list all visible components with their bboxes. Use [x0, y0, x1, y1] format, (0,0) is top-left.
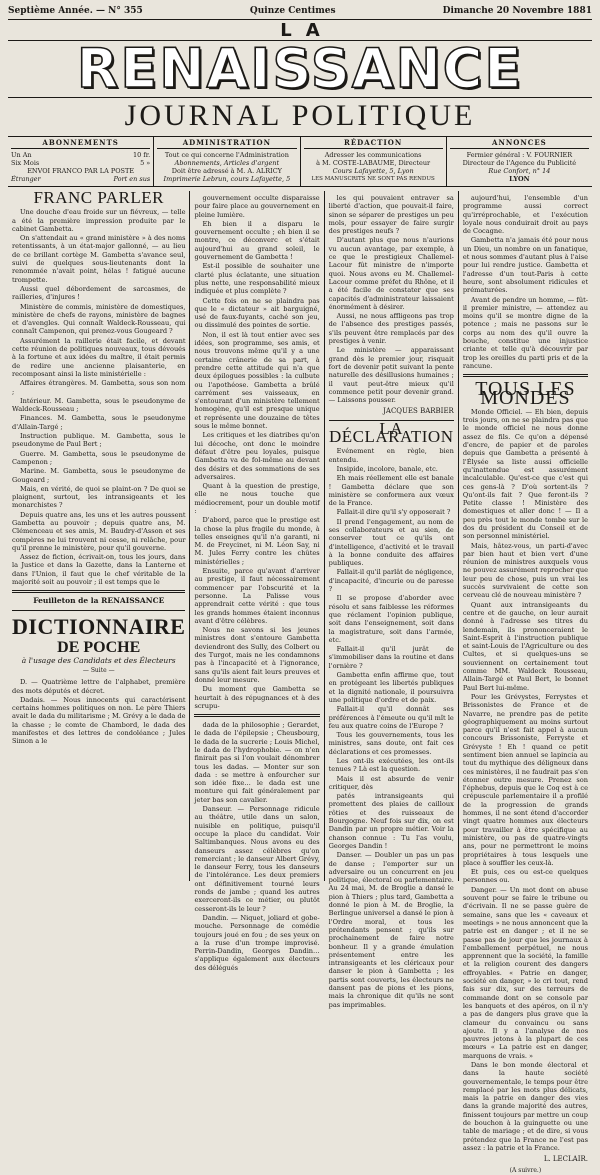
- paragraph: Cette fois on ne se plaindra pas que le « dictateur » ait barguigné, usé de faux-fuyants, caché son jeu, ou dissimulé des pointes de sortie.: [194, 296, 320, 330]
- divider: [12, 590, 185, 593]
- a-suivre-note: (A suivre.): [509, 1166, 542, 1174]
- paragraph: Depuis quatre ans, les uns et les autres poussent Gambetta au pouvoir ; depuis quatre ans, M. Clémenceau et ses amis, M. Baudry-d'Asson et ses compères ne lui trouvent ni cesse, ni relâche, pour qu'il prenne le ministère, pour qu'il gouverne.: [12, 510, 186, 552]
- issue-number: N° 355: [108, 6, 143, 16]
- annonces-line: LYON: [509, 175, 530, 183]
- feuilleton-title: Feuilleton de la RENAISSANCE: [33, 596, 165, 606]
- edition-year-number: [8, 6, 143, 16]
- article-columns: [8, 188, 592, 1174]
- paragraph: Fallait-il qu'il parlât de négligence, d'incapacité, d'incurie ou de paresse ?: [328, 568, 454, 594]
- franc-parler-body: [12, 208, 185, 586]
- paragraph: Une douche d'eau froide sur un fiévreux, — telle a été la première impression produite par le cabinet Gambetta.: [12, 208, 186, 233]
- paragraph: Gambetta n'a jamais été pour nous un Dieu, un nombre on un fanatique, et nous sommes d'autant plus à l'aise pour lui rendre justice. Gambetta et l'adresse d'un tout-Paris à cette heure, sont absolument ridicules et prématurées.: [462, 236, 588, 295]
- paragraph: Avant de pendre un homme, — fût-il premier ministre, — attendez au moins qu'il se montre digne de la potence ; mais ne passons sur le corps au nom des qu'il ouvre la bouche, constitue une injustice criante et telle qu'à découvrir par trop les oreilles du parti pris et de la rancune.: [462, 295, 588, 370]
- abonnements-value: 5 »: [140, 159, 151, 167]
- paragraph: Ministère de commis, ministère de domestiques, ministère de chefs de rayons, ministère de bagnes et d'avengles. Qui connaît Waldeck-Rousseau, qui connaît Campenon, qui prenez-vous Gougeard ?: [12, 302, 186, 336]
- info-boxes: [8, 136, 592, 187]
- dictionnaire-title: DICTIONNAIRE: [12, 613, 186, 639]
- paragraph: Le ministère — apparaissant grand dès le premier jour, risquait fort de devenir petit suivant la pente naturelle des désillusions humaines ; il vaut peut-être mieux qu'il commence petit pour devenir grand. — Laissons pousser.: [328, 346, 454, 405]
- abonnements-row: [11, 151, 150, 159]
- paragraph: Les ont-ils exécutées, les ont-ils tenues ? Là est la question.: [328, 757, 454, 774]
- column-4-body: [463, 194, 588, 370]
- dictionnaire-subtitle: DE POCHE: [57, 638, 141, 656]
- signature-leclair: L. LECLAIR.: [543, 1155, 588, 1164]
- paragraph: D'abord, parce que le prestige est la chose la plus fragile du monde, à telles enseignes qu'il n'a garanti, ni M. de Freycinet, ni M. Léon Say, ni M. Jules Ferry contre les chûtes ministérielles ;: [194, 516, 320, 566]
- annonces-box: [447, 137, 592, 186]
- abonnements-row: [11, 159, 150, 167]
- redaction-box: [301, 137, 447, 186]
- abonnements-label: Un An: [11, 151, 32, 159]
- paragraph: Guerre. M. Gambetta, sous le pseudonyme de Campenon ;: [12, 449, 186, 466]
- paragraph: Quant à la question de prestige, elle ne nous touche que médiocrement, pour un double motif :: [194, 482, 320, 515]
- abonnements-title: ABONNEMENTS: [11, 139, 150, 149]
- paragraph: Dadais. — Nous innocents qui caractérisent certains hommes politiques on non. Le père Thiers avait le dada du militarisme ; M. Grévy a le dada de la chasse ; le comte de Chambord, le dada des manifestes et des lettres de condoléance ; Jules Simon a le: [12, 695, 186, 746]
- paragraph: D. — Quatrième lettre de l'alphabet, première des mots députés et décret.: [12, 678, 186, 695]
- abonnements-box: [8, 137, 154, 186]
- administration-box: [154, 137, 300, 186]
- masthead: [8, 20, 592, 134]
- paragraph: Mais il est absurde de venir critiquer, dès: [328, 774, 454, 791]
- paragraph: dada de la philosophie ; Gerardet, le dada de l'épilepsie ; Cheusbourg, le dada de la sucrerie ; Louis Michel, le dada de l'hydrophobie. — on n'en finirait pas si l'on voulait dénombrer tous les dadas. — Monter sur son dada : se mettre à enfourcher sur son idée fixe… le dada est une monture qui fait généralement par jeter bas son cavalier.: [194, 721, 320, 804]
- divider: [463, 374, 588, 377]
- abonnements-value: 10 fr.: [133, 151, 151, 159]
- abonnements-value: Port en sus: [113, 175, 151, 183]
- column-1: [8, 188, 190, 881]
- declaration-body: [329, 447, 454, 1009]
- paragraph: Quant aux intransigeants du centre et de gauche, on leur aurait donné à l'adresse ses titres du lendemain, ils prononceraient le Saint-Esprit à l'instruction publique et saint-Louis de l'Agriculture ou des Cultes, et si quelques-uns se souviennent on certainement tout comme MM. Waldeck Rousseau, Allain-Targé et Paul Bert, le bonnet Paul Bert lui-même.: [462, 600, 588, 692]
- abonnements-label: Six Mois: [11, 159, 40, 167]
- paragraph: Finances. M. Gambetta, sous le pseudonyme d'Allain-Targé ;: [12, 414, 186, 431]
- paragraph: Assez de fiction, écrivait-on, tous les jours, dans la Justice et dans la Gazette, dans la Lanterne et dans l'Union, il faut que le chef véritable de la majorité soit au pouvoir ; il est temps que le: [12, 553, 186, 587]
- paragraph: Instruction publique. M. Gambetta, sous le pseudonyme de Paul Bert ;: [12, 432, 186, 449]
- paragraph: Il se propose d'aborder avec résolu et sans faiblesse les réformes que réclament l'opinion publique, soit dans l'enseignement, soit dans la magistrature, soit dans l'armée, etc.: [328, 594, 454, 644]
- paragraph: Eh mais réellement elle est banale ! Gambetta déclare que son ministère se conformera aux vœux de la France.: [328, 474, 454, 508]
- headline-declaration: LA DÉCLARATION: [328, 418, 454, 447]
- paragraph: Fallait-il qu'il donnât ses préférences à l'émeute ou qu'il mît le feu aux quatre coins de l'Europe ?: [328, 705, 454, 730]
- tous-les-mondes-body: [463, 408, 588, 1152]
- paragraph: Nous ne savons si les jeunes ministres dont s'entoure Gambetta deviendront des Sully, des Colbert ou des Turgot, mais ne les condamnons pas à l'incapacité et à l'ignorance, sans qu'ils aient fait leurs preuves et donné leur mesure.: [194, 626, 320, 684]
- redaction-title: RÉDACTION: [304, 139, 443, 149]
- paragraph: Gambetta enfin affirme que, tout en protégeant les libertés publiques et la dignité nationale, il poursuivra une politique d'ordre et de paix.: [328, 671, 454, 704]
- headline-tous-les-mondes: TOUS LES MONDES: [475, 378, 576, 409]
- paragraph: Aussi, ne nous affligeons pas trop de l'absence des prestiges passés, s'ils peuvent être remplacés par des prestiges à venir.: [328, 312, 454, 346]
- edition-bar: [8, 4, 592, 20]
- paragraph: D'autant plus que nous n'aurions vu aucun avantage, par exemple, à ce que le prestigieux Challemel-Lacour fût ministre de n'importe quoi. Nous avons eu M. Challemel-Lacour comme préfet du Rhône, et il a été facile de constater que ses capacités d'administrateur laissaient énormément à désirer.: [328, 236, 454, 311]
- abonnements-note: ENVOI FRANCO PAR LA POSTE: [27, 167, 135, 175]
- redaction-line: Adresser les communications: [324, 151, 422, 159]
- paragraph: gouvernement occulte disparaisse pour faire place au gouvernement en pleine lumière.: [194, 194, 320, 219]
- column-4: [459, 191, 592, 1174]
- annonces-line: Directeur de l'Agence du Publicité: [462, 159, 577, 167]
- redaction-line: à M. COSTE-LABAUME, Directeur: [316, 159, 431, 167]
- paragraph: Dans le bon monde électoral et dans la haute société gouvernementale, le temps pour être remplacé par les mots plus délicats, mais la patrie en danger des vies dans la grande majorité des autres, finissent toujours par mettre un coup de bouchon à la guinguette ou une table de mariage ; et de dire, si vous prétendez que la France ne l'est pas assez : la patrie et la France.: [462, 1060, 588, 1152]
- issue-price: Quinze Centimes: [249, 6, 336, 16]
- masthead-title: RENAISSANCE: [8, 40, 592, 98]
- issue-date: Dimanche 20 Novembre 1881: [442, 6, 592, 16]
- paragraph: Est-il possible de souhaiter une clarté plus éclatante, une situation plus nette, une responsabilité mieux indiquée et plus complète ?: [194, 262, 320, 296]
- paragraph: Ensuite, parce qu'avant d'arriver au prestige, il faut nécessairement commencer par l'obscurité et la personne. La Palisse vous apprendrait cette vérité : que tous les grands hommes étaient inconnus avant d'être célèbres.: [194, 567, 320, 625]
- abonnements-row: [11, 175, 150, 183]
- paragraph: Insipide, incolore, banale, etc.: [336, 464, 438, 473]
- administration-line: Imprimerie Lebrun, cours Lafayette, 5: [163, 175, 291, 183]
- suite-label: — Suite —: [82, 666, 115, 674]
- paragraph: Eh bien il a disparu le gouvernement occulte ; eh bien il se montre, ce déconverc et s'était aujourd'hui au grand soleil, le gouvernement de Gambetta !: [194, 219, 320, 262]
- paragraph: Evénement en règle, bien entendu.: [328, 447, 454, 464]
- annonces-title: ANNONCES: [450, 139, 589, 149]
- paragraph: Non, il est là tout entier avec ses idées, son programme, ses amis, et nous trouvons même qu'il y a une certaine crânerie de sa part, à prendre cette attitude qui n'a que deux épilogues possibles : la culbute ou l'apothéose. Gambetta a brûlé carrément ses vaisseaux, en s'entourant d'un ministère tellement homogène, qu'il est presque unique et représente une douzaine de têtes sous le même bonnet.: [194, 330, 320, 431]
- paragraph: patés intransigeants qui promettent des plaies de cailloux rôties et des ruisseaux de Bourgogne. Neuf fois sur dix, on est Dandin par un propre métier. Voir la chanson connue : Tu l'as voulu, Georges Dandin !: [328, 792, 454, 850]
- paragraph: Assurément la raillerie était facile, et devant cette réunion de politiques nouveaux, tous dévoués à la fortune et aux idées du maître, il était permis de redire une ancienne plaisanterie, en recomposant ainsi la liste ministérielle :: [12, 336, 186, 378]
- masthead-la: LA: [280, 20, 334, 41]
- paragraph: Mais, hâtez-vous, un parti-d'avec par bien haut et bien vert d'une réunion de ministres auxquels vous ne pouvez assurément reprocher que leur peu de chose, puis un vrai les succès survivaient de cette son cerveau clé de nouveau ministère ?: [462, 541, 588, 600]
- administration-line: Doit être adressé à M. A. ALRICY: [171, 167, 282, 175]
- redaction-line: LES MANUSCRITS NE SONT PAS RENDUS: [311, 176, 435, 182]
- abonnements-label: Étranger: [11, 175, 41, 183]
- paragraph: Fallait-il qu'il jurât de s'immobiliser dans la routine et dans l'ornière ?: [328, 645, 454, 670]
- paragraph: Danser. — Doubler un pas un pas de danse ; l'emporter sur un adversaire ou un concurrent en jeu politique, électoral ou parlementaire. Au 24 mai, M. de Broglie a dansé le pion à Thiers ; plus tard, Gambetta a donné le pion à M. de Broglie, la Berlingue universel a dansé le pion à l'Ordre moral, et tous les prétendants pensent ; qu'ils sur prochainement de faire notre bonheur. Il y a grande émulation présentement entre les intransigeants et les cléricaux pour danser le pion à Gambetta ; les partis sont couverts, les électeurs ne dansent pas de pions et les pions, mais la chronique dit qu'ils ne sont pas imprimables.: [328, 851, 454, 1009]
- paragraph: Danger. — Un mot dont on abuse souvent pour se faire le tribune ou d'écrivain. Il ne se passe guère de semaine, sans que les « caveaux et meetings » ne nous annoncent que la patrie est en danger ; et il ne se passe pas de jour que les journaux à l'emballement perpétuel, ne nous apprennent que la société, la famille et la religion courent des dangers effroyables. « Patrie en danger, société en danger, » le cri tout, rend fais sur dix, sur des terreurs de commande dont on se console par les banquets et des apéros, on il n'y a pas de dangers plus grave que la clameur du convaincu ou sans ajoute. Il y a l'analyse de nos pauvres jetons à la plupart de ces mœurs « La patrie est en danger, marquons de vrais. »: [462, 885, 588, 1060]
- paragraph: Mais, en vérité, de quoi se plaint-on ? De quoi se plaignent, surtout, les intransigeants et les monarchistes ?: [12, 484, 186, 510]
- redaction-line: Cours Lafayette, 5, Lyon: [332, 167, 414, 175]
- paragraph: Dandin. — Niquet, joliard et gobe-mouche. Personnage de comédie toujours joué en fou ; de ses yeux on a la ruse d'un trompe improvisé. Perrin-Dandin, Georges Dandin… s'applique également aux électeurs des délégués: [194, 913, 320, 972]
- paragraph: Du moment que Gambetta se heurtait à des répugnances et à des scrupu-: [194, 685, 320, 710]
- column-3-body: [329, 194, 454, 404]
- divider: [194, 714, 319, 717]
- administration-title: ADMINISTRATION: [157, 139, 296, 149]
- paragraph: Aussi quel débordement de sarcasmes, de railleries, d'injures !: [12, 284, 186, 302]
- paragraph: aujourd'hui, l'ensemble d'un programme aussi correct qu'irréprochable, et l'exécution loyale nous conduirait droit au pays de Cocagne.: [462, 194, 588, 236]
- paragraph: Affaires étrangères. M. Gambetta, sous son nom ;: [12, 379, 186, 396]
- paragraph: Monde Officiel. — Eh bien, depuis trois jours, on ne se plaindra pas que le monde officiel ne nous donne assez de fils. Ce qu'on a dépensé d'encre, de papier et de paroles depuis que Gambetta a présenté à l'Élysée sa liste aussi officielle qu'inattendue est assurément incalculable. Qu'est-ce que c'est qui ces gens-là ? D'où sortent-ils ? Qu'ont-ils fait ? Que feront-ils ? Petite classe ! Ministère des domestiques et aller donc ! — Il a peu près tout le monde tombe sur le dos du président du Conseil et de son personnel ministériel.: [462, 407, 588, 541]
- divider: [12, 610, 185, 611]
- administration-line: Tout ce qui concerne l'Administration: [164, 151, 289, 159]
- paragraph: Pour les Grévystes, Ferrystes et Brissonistes de France et de Navarre, ne prendre pas de petite géographiquement au moins surtout parce qu'il n'est fait appel à aucun concours Brissoniste, Ferryste et Grévyste ! Eh ! quand ce petit sentiment bien annuel se lapincia au tout du mythique des déligneux dans ces ministères, il ne faudrait pas s'en étonner outre mesure. Prenez son l'éphebus, depuis que le Coq est à ce crépuscule parlementaire il a profilé de la progression de grands hommes, il ne sont étend d'accorder vingt quatre hommes aux électeurs pour travailler à être spécifique au ministère, ou pas de quatre-vingts ans, pour ne permettront le moins propriétaires à tous lesquels une place à souffler les ceux-là.: [462, 692, 588, 867]
- paragraph: Il prend l'engagement, au nom de ses collaborateurs et au sien, de conserver tout ce qu'ils ont d'intelligence, d'activité et le travail à la bonne conduite des affaires publiques.: [328, 517, 454, 568]
- masthead-subtitle: JOURNAL POLITIQUE: [124, 99, 476, 132]
- dictionnaire-tagline: à l'usage des Candidats et des Électeurs: [21, 655, 176, 665]
- column-2-feuilleton: [194, 721, 319, 972]
- column-2: [190, 191, 324, 972]
- annonces-line: Fermier général : V. FOURNIER: [466, 151, 573, 159]
- annonces-line: Rue Confort, n° 14: [488, 167, 551, 175]
- headline-franc-parler: FRANC PARLER: [33, 188, 165, 207]
- paragraph: Et puis, ces ou est-ce quelques personnes ou.: [462, 868, 588, 885]
- paragraph: Les critiques et les diatribes qu'on lui décoche, ont donc le moindre défaut d'être peu loyales, puisque Gambetta va de fol-même au devant des désirs et des sommations de ses adversaires.: [194, 431, 320, 481]
- column-3: [325, 191, 459, 1009]
- dictionnaire-body: [12, 678, 185, 745]
- edition-year: Septième Année. —: [8, 6, 105, 16]
- paragraph: Danseur. — Personnage ridicule au théâtre, utile dans un salon, nuisible en politique, puisqu'il occupe la place du candidat. Voir Saltimbanques. Nous avons eu des danseurs assez célèbres qu'on remerciant ; le danseur Albert Grévy, le danseur Ferry, tous les danseurs de l'intolérance. Les deux premiers ont définitivement tourné leurs ronds de jambe ; quand les autres exerceront-ils ce métier, ou plutôt cesseront-ils le leur ?: [194, 805, 320, 913]
- paragraph: Intérieur. M. Gambetta, sous le pseudonyme de Waldeck-Rousseau ;: [12, 396, 186, 414]
- paragraph: Fallait-il dire qu'il s'y opposerait ?: [336, 508, 451, 517]
- paragraph: Tous les gouvernements, tous les ministres, sans doute, ont fait ces déclarations et ces promesses.: [328, 731, 454, 756]
- paragraph: Marine. M. Gambetta, sous le pseudonyme de Gougeard ;: [12, 467, 186, 484]
- paragraph: les qui pouvaient entraver sa liberté d'action, que pouvait-il faire, sinon se séparer de prestiges un peu mols, pour essayer de faire surgir des prestiges neufs ?: [328, 194, 454, 236]
- signature-barbier: JACQUES BARBIER: [383, 407, 454, 416]
- column-2-body: [194, 194, 319, 710]
- administration-line: Abonnements, Articles d'argent: [174, 159, 280, 167]
- paragraph: On s'attendait au « grand ministère » à des noms retentissants, à un état-major gallonné, — au lieu de ce brillant cortège M. Gambetta s'avance seul, suivi de quelques sous-lieutenants dont la renommée n'avait point, hélas ! fatigué aucune trompette.: [12, 234, 186, 284]
